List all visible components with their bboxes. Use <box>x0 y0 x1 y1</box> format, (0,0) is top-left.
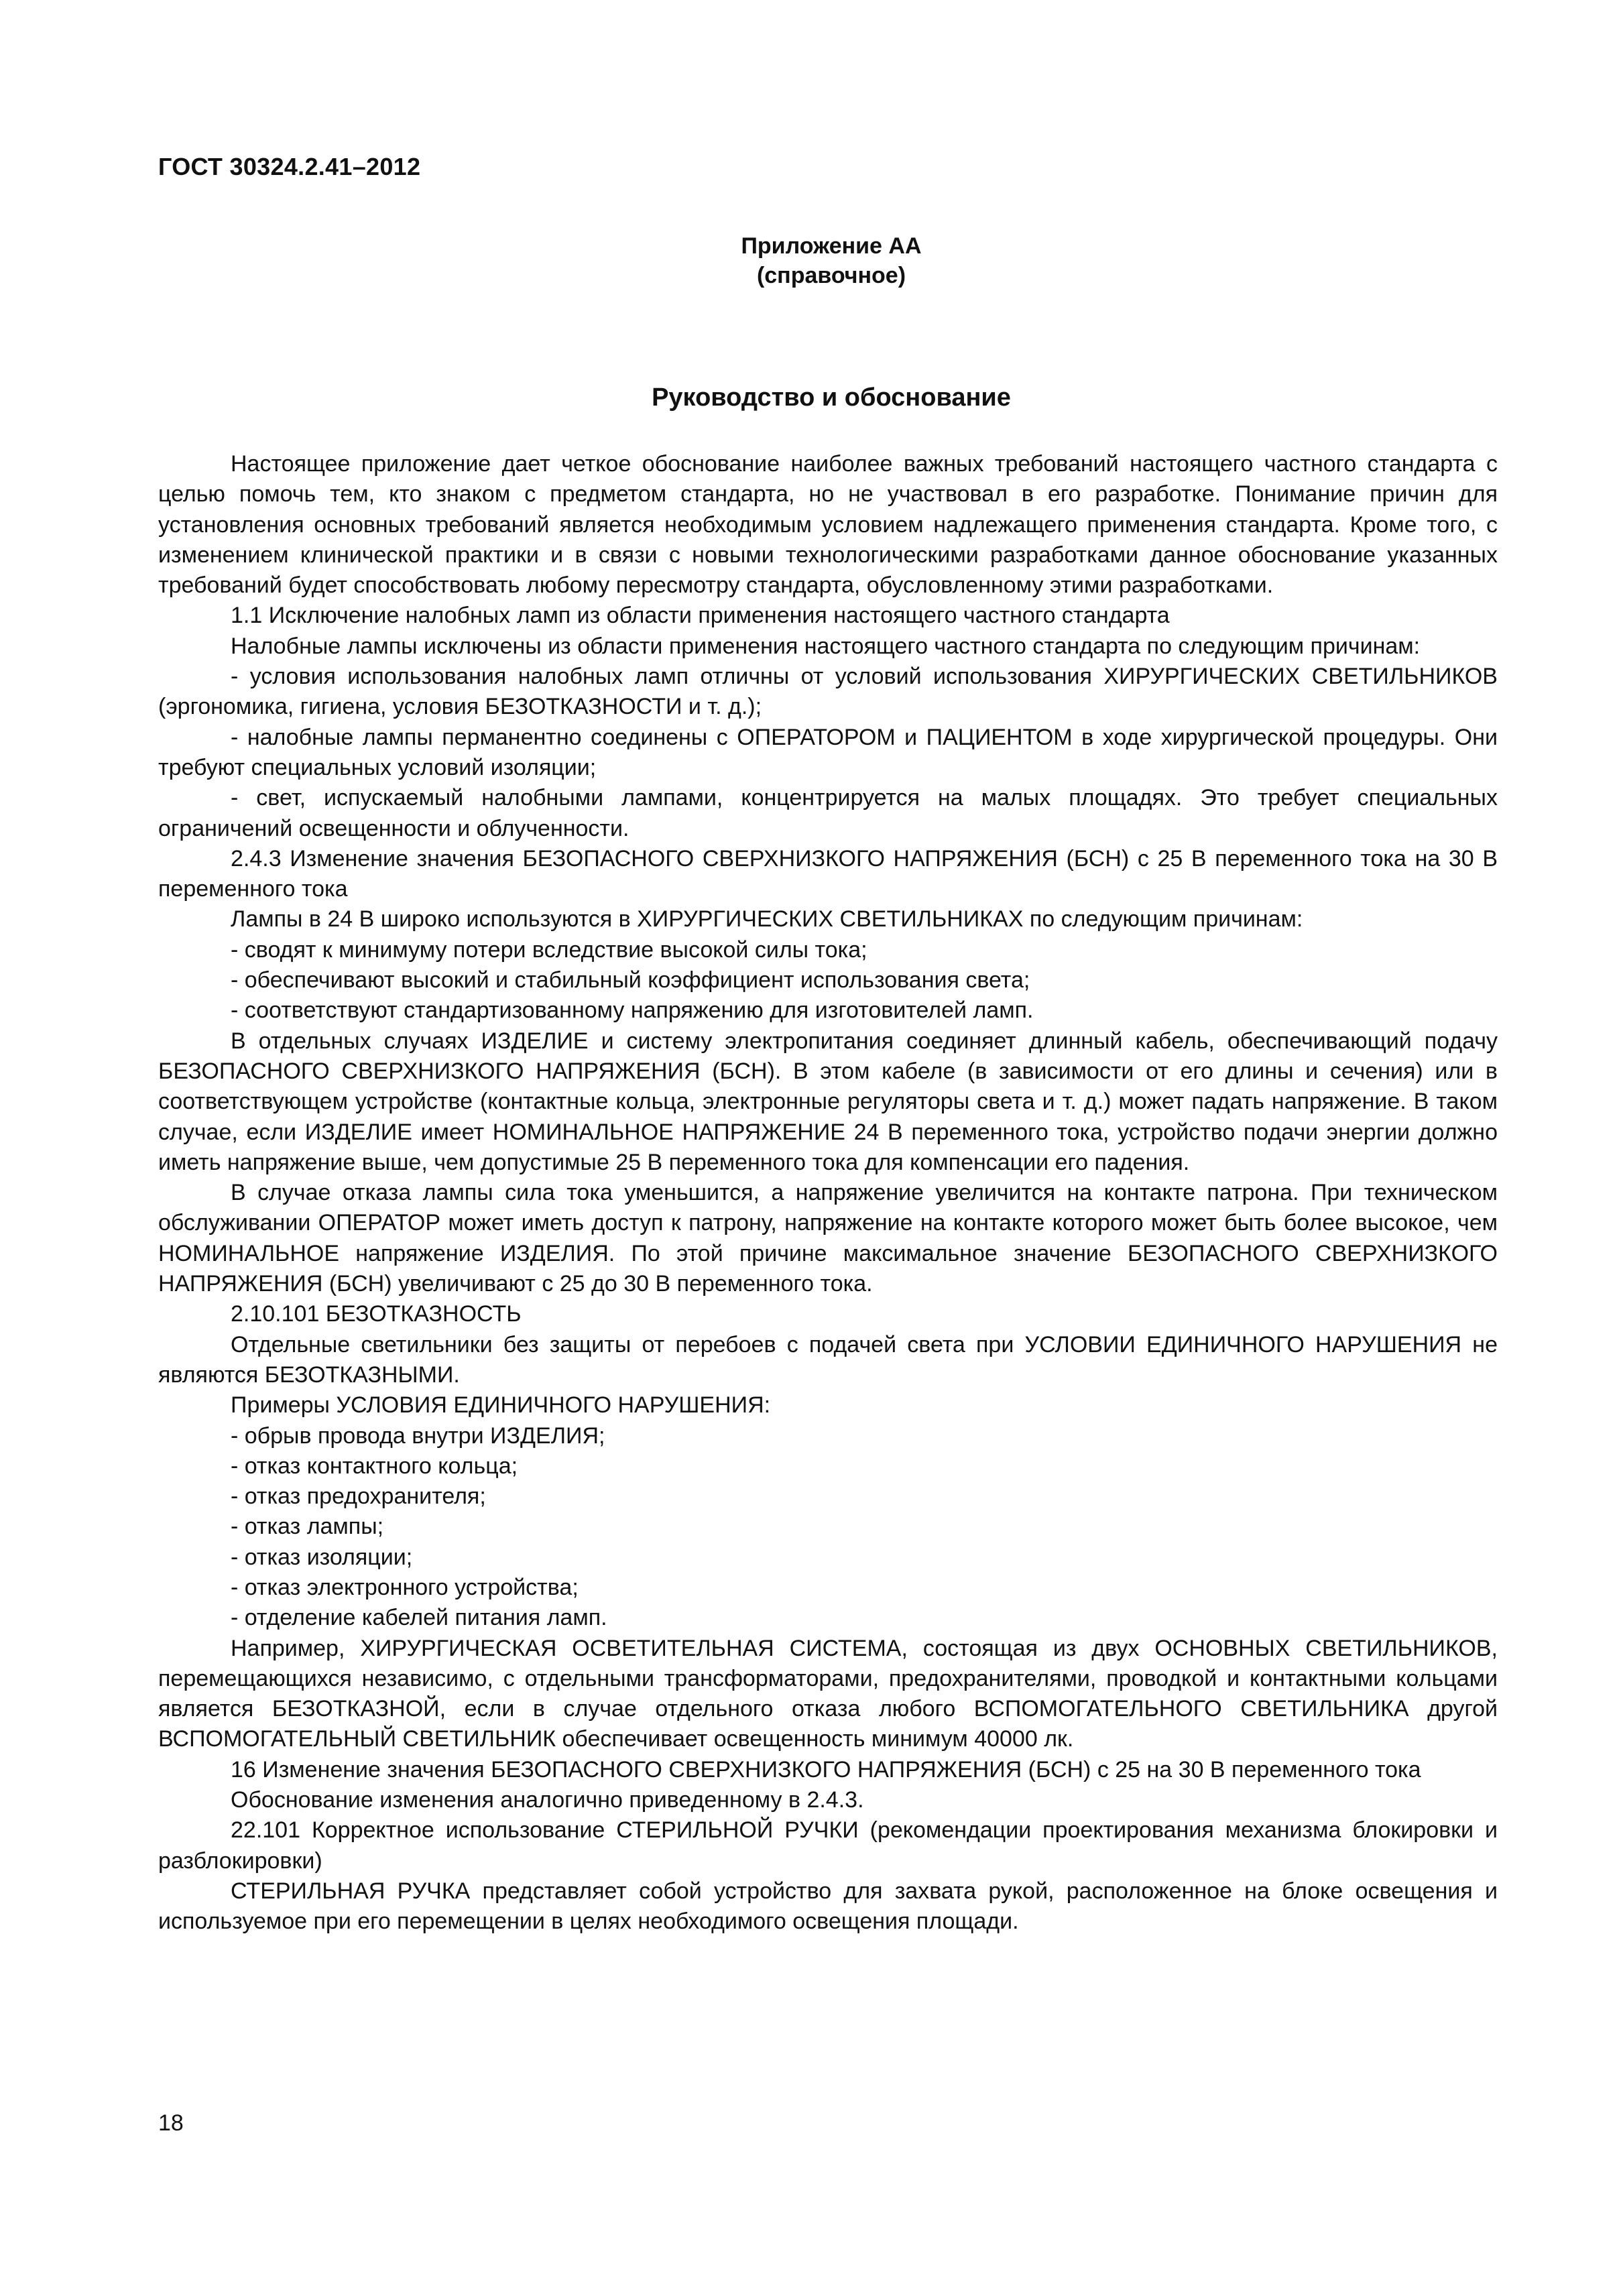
document-code: ГОСТ 30324.2.41–2012 <box>158 153 421 180</box>
paragraph: 2.10.101 БЕЗОТКАЗНОСТЬ <box>231 1301 522 1327</box>
paragraph: 1.1 Исключение налобных ламп из области применения настоящего частного стандарта <box>231 603 1170 629</box>
paragraph: Отдельные светильники без защиты от перебоев с подачей света при УСЛОВИИ ЕДИНИЧНОГО НАРУШЕНИЯ не являются БЕЗОТКАЗНЫМИ. <box>158 1331 1498 1388</box>
paragraph: Например, ХИРУРГИЧЕСКАЯ ОСВЕТИТЕЛЬНАЯ СИСТЕМА, состоящая из двух ОСНОВНЫХ СВЕТИЛЬНИКОВ, перемещающихся независимо, с отдельными трансформаторами, предохранителями, проводкой и контактными кольцами является БЕЗОТКАЗНОЙ, если в случае отдельного отказа любого ВСПОМОГАТЕЛЬНОГО СВЕТИЛЬНИКА другой ВСПОМОГАТЕЛЬНЫЙ СВЕТИЛЬНИК обеспечивает освещенность минимум 40000 лк. <box>158 1635 1498 1752</box>
paragraph: - отказ электронного устройства; <box>231 1574 579 1600</box>
annex-heading <box>670 231 992 290</box>
page-number: 18 <box>158 2110 184 2136</box>
paragraph: - свет, испускаемый налобными лампами, концентрируется на малых площадях. Это требует специальных ограничений освещенности и облученности. <box>158 785 1498 841</box>
paragraph: - отказ изоляции; <box>231 1544 413 1570</box>
paragraph: - соответствуют стандартизованному напряжению для изготовителей ламп. <box>231 998 1034 1024</box>
body-text <box>158 449 1498 1937</box>
paragraph: 2.4.3 Изменение значения БЕЗОПАСНОГО СВЕРХНИЗКОГО НАПРЯЖЕНИЯ (БСН) с 25 В переменного тока на 30 В переменного тока <box>158 845 1498 902</box>
paragraph: Лампы в 24 В широко используются в ХИРУРГИЧЕСКИХ СВЕТИЛЬНИКАХ по следующим причинам: <box>231 906 1303 932</box>
paragraph: - условия использования налобных ламп отличны от условий использования ХИРУРГИЧЕСКИХ СВЕТИЛЬНИКОВ (эргономика, гигиена, условия БЕЗОТКАЗНОСТИ и т. д.); <box>158 664 1498 720</box>
paragraph: - обрыв провода внутри ИЗДЕЛИЯ; <box>231 1423 605 1449</box>
paragraph: Обоснование изменения аналогично приведенному в 2.4.3. <box>231 1787 864 1813</box>
paragraph: - отделение кабелей питания ламп. <box>231 1605 607 1631</box>
paragraph: - отказ лампы; <box>231 1514 384 1540</box>
paragraph: Примеры УСЛОВИЯ ЕДИНИЧНОГО НАРУШЕНИЯ: <box>231 1392 771 1418</box>
paragraph: - сводят к минимуму потери вследствие высокой силы тока; <box>231 936 867 963</box>
paragraph: - налобные лампы перманентно соединены с ОПЕРАТОРОМ и ПАЦИЕНТОМ в ходе хирургической процедуры. Они требуют специальных условий изоляции; <box>158 724 1498 780</box>
paragraph: В отдельных случаях ИЗДЕЛИЕ и систему электропитания соединяет длинный кабель, обеспечивающий подачу БЕЗОПАСНОГО СВЕРХНИЗКОГО НАПРЯЖЕНИЯ (БСН). В этом кабеле (в зависимости от его длины и сечения) или в соответствующем устройстве (контактные кольца, электронные регуляторы света и т. д.) может падать напряжение. В таком случае, если ИЗДЕЛИЕ имеет НОМИНАЛЬНОЕ НАПРЯЖЕНИЕ 24 В переменного тока, устройство подачи энергии должно иметь напряжение выше, чем допустимые 25 В переменного тока для компенсации его падения. <box>158 1028 1498 1175</box>
paragraph: СТЕРИЛЬНАЯ РУЧКА представляет собой устройство для захвата рукой, расположенное на блоке освещения и используемое при его перемещении в целях необходимого освещения площади. <box>158 1878 1498 1935</box>
paragraph: - отказ предохранителя; <box>231 1484 486 1510</box>
paragraph: 16 Изменение значения БЕЗОПАСНОГО СВЕРХНИЗКОГО НАПРЯЖЕНИЯ (БСН) с 25 на 30 В переменного тока <box>231 1756 1421 1783</box>
paragraph: 22.101 Корректное использование СТЕРИЛЬНОЙ РУЧКИ (рекомендации проектирования механизма блокировки и разблокировки) <box>158 1817 1498 1874</box>
paragraph: Настоящее приложение дает четкое обоснование наиболее важных требований настоящего частного стандарта с целью помочь тем, кто знаком с предметом стандарта, но не участвовал в его разработке. Понимание причин для установления основных требований является необходимым условием надлежащего применения стандарта. Кроме того, с изменением клинической практики и в связи с новыми технологическими разработками данное обоснование указанных требований будет способствовать любому пересмотру стандарта, обусловленному этими разработками. <box>158 451 1498 599</box>
paragraph: Налобные лампы исключены из области применения настоящего частного стандарта по следующим причинам: <box>231 633 1421 659</box>
paragraph: - отказ контактного кольца; <box>231 1453 518 1479</box>
paragraph: В случае отказа лампы сила тока уменьшится, а напряжение увеличится на контакте патрона. При техническом обслуживании ОПЕРАТОР может иметь доступ к патрону, напряжение на контакте которого может быть более высокое, чем НОМИНАЛЬНОЕ напряжение ИЗДЕЛИЯ. По этой причине максимальное значение БЕЗОПАСНОГО СВЕРХНИЗКОГО НАПРЯЖЕНИЯ (БСН) увеличивают с 25 до 30 В переменного тока. <box>158 1180 1498 1297</box>
annex-title: Приложение АА <box>741 233 922 259</box>
paragraph: - обеспечивают высокий и стабильный коэффициент использования света; <box>231 967 1030 993</box>
annex-status: (справочное) <box>756 263 906 288</box>
section-title: Руководство и обоснование <box>652 383 1011 412</box>
